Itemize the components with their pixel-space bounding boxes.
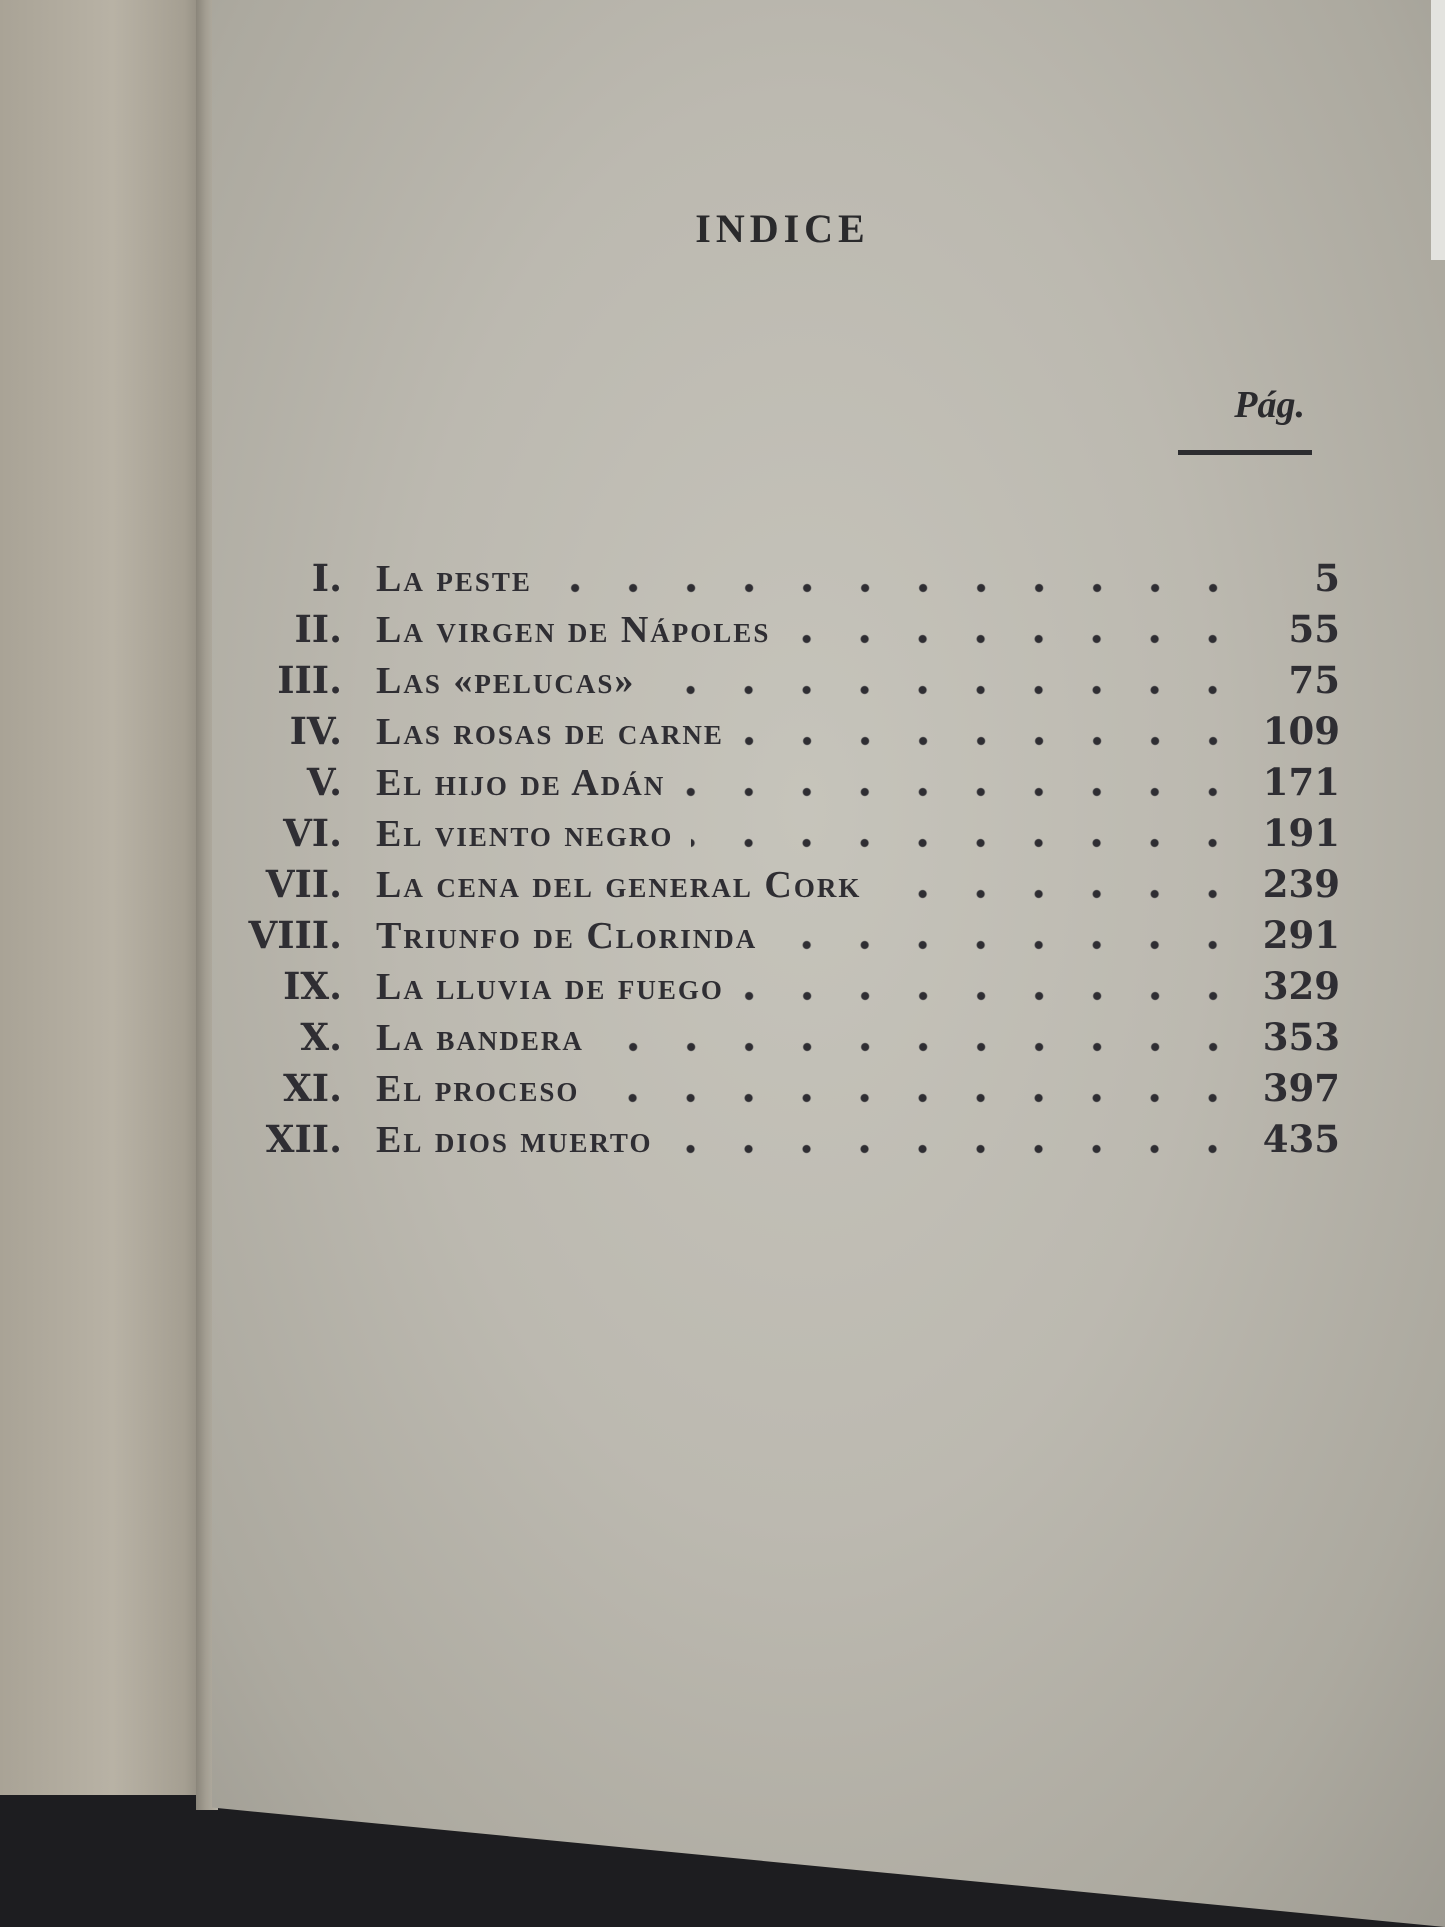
chapter-page-number: 397 (1262, 1066, 1340, 1110)
dot-leader (602, 1042, 1242, 1052)
dot-leader (788, 634, 1242, 644)
dot-leader (742, 736, 1242, 746)
dot-leader (742, 991, 1242, 1001)
chapter-numeral: I. (311, 556, 342, 600)
chapter-page-number: 109 (1262, 709, 1340, 753)
chapter-page-number: 329 (1262, 964, 1340, 1008)
dot-leader (653, 685, 1242, 695)
chapter-numeral: VIII. (248, 913, 342, 957)
toc-entry (240, 607, 1340, 658)
left-page (0, 0, 205, 1795)
chapter-numeral: X. (300, 1015, 342, 1059)
chapter-numeral: XII. (265, 1117, 342, 1161)
dot-leader (670, 1144, 1242, 1154)
toc-entry (240, 964, 1340, 1015)
toc-entry (240, 913, 1340, 964)
chapter-numeral: III. (277, 658, 342, 702)
chapter-page-number: 75 (1288, 658, 1340, 702)
chapter-page-number: 5 (1314, 556, 1340, 600)
chapter-page-number: 353 (1262, 1015, 1340, 1059)
dot-leader (597, 1093, 1242, 1103)
chapter-page-number: 239 (1262, 862, 1340, 906)
toc-entry (240, 1015, 1340, 1066)
dot-leader (775, 940, 1242, 950)
chapter-title: La lluvia de fuego (376, 966, 724, 1008)
toc-entry (240, 658, 1340, 709)
toc-entry (240, 1066, 1340, 1117)
toc-entry (240, 709, 1340, 760)
page-column-label: Pág. (1234, 384, 1305, 426)
index-heading: INDICE (695, 205, 870, 251)
dot-leader (550, 583, 1242, 593)
page-column-rule (1178, 450, 1312, 455)
chapter-title: Las rosas de carne (376, 711, 724, 753)
toc-entry (240, 760, 1340, 811)
dot-leader (879, 889, 1242, 899)
chapter-title: Triunfo de Clorinda (376, 915, 758, 957)
toc-entry (240, 556, 1340, 607)
chapter-page-number: 435 (1262, 1117, 1340, 1161)
chapter-title: El viento negro (376, 813, 674, 855)
chapter-title: La cena del general Cork (376, 864, 862, 906)
table-of-contents (240, 556, 1340, 1168)
dot-leader (691, 838, 1242, 848)
chapter-numeral: II. (294, 607, 342, 651)
chapter-numeral: V. (306, 760, 342, 804)
chapter-title: El hijo de Adán (376, 762, 666, 804)
chapter-numeral: XI. (283, 1066, 342, 1110)
chapter-title: Las «pelucas» (376, 660, 636, 702)
chapter-title: La virgen de Nápoles (376, 609, 771, 651)
toc-entry (240, 1117, 1340, 1168)
chapter-title: La peste (376, 558, 532, 600)
chapter-numeral: IV. (289, 709, 342, 753)
toc-entry (240, 811, 1340, 862)
dot-leader (683, 787, 1242, 797)
chapter-title: La bandera (376, 1017, 584, 1059)
chapter-page-number: 291 (1262, 913, 1340, 957)
chapter-numeral: VII. (265, 862, 342, 906)
chapter-numeral: IX. (283, 964, 342, 1008)
toc-entry (240, 862, 1340, 913)
chapter-title: El dios muerto (376, 1119, 653, 1161)
chapter-title: El proceso (376, 1068, 580, 1110)
chapter-page-number: 191 (1262, 811, 1340, 855)
chapter-numeral: VI. (283, 811, 342, 855)
chapter-page-number: 171 (1262, 760, 1340, 804)
chapter-page-number: 55 (1288, 607, 1340, 651)
